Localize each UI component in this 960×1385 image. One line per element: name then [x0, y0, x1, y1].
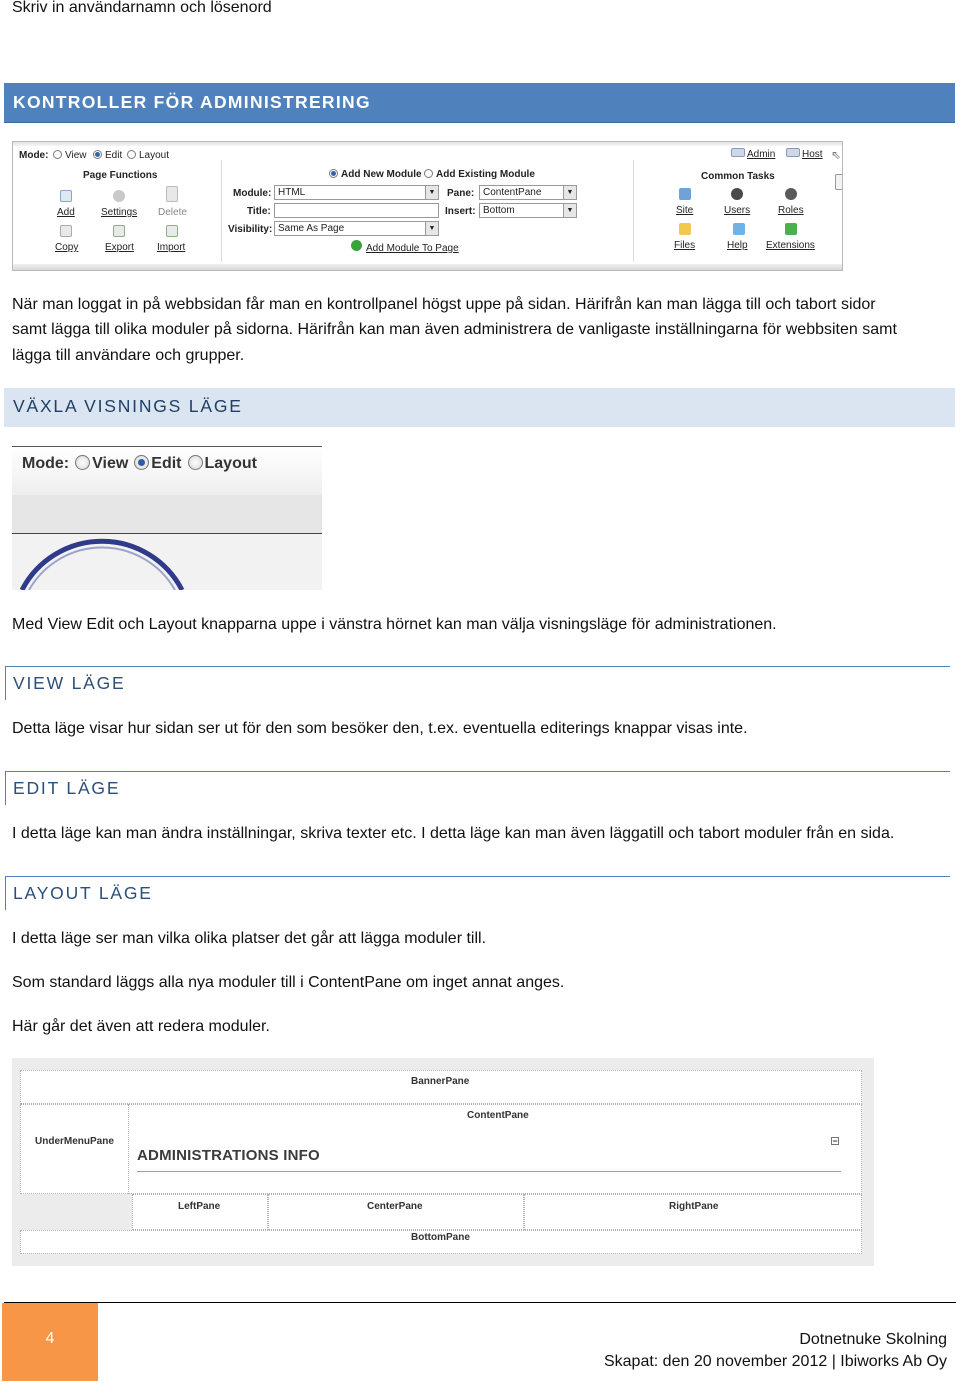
page-fn-export[interactable]: Export [105, 242, 134, 253]
admin-text-line-2: samt lägga till olika moduler på sidorna. Härifrån kan man även administrera de vanligaste inställningarna för webbsiten samt [12, 321, 897, 338]
module-select[interactable]: HTML ▼ [274, 185, 439, 200]
collapse-toggle-icon[interactable] [835, 174, 843, 190]
admin-text-line-1: När man loggat in på webbsidan får man en kontrollpanel högst uppe på sidan. Härifrån kan man lägga till och tabort sidor [12, 296, 876, 313]
bottom-pane-label: BottomPane [411, 1232, 470, 1243]
copy-icon [60, 225, 72, 237]
export-icon [113, 225, 125, 237]
mode-screenshot [12, 446, 322, 590]
footer-line-1: Dotnetnuke Skolning [799, 1331, 947, 1348]
visibility-select[interactable]: Same As Page ▼ [274, 221, 439, 236]
left-pane [132, 1194, 268, 1230]
folder-icon [679, 223, 691, 235]
section-heading-view [5, 666, 950, 700]
page-fn-add[interactable]: Add [57, 207, 75, 218]
pane-label: Pane: [447, 188, 475, 199]
heading-text: VÄXLA VISNINGS LÄGE [13, 396, 243, 416]
puzzle-icon [785, 223, 797, 235]
admin-text-line-3: lägga till användare och grupper. [12, 347, 245, 364]
task-extensions[interactable]: Extensions [766, 240, 815, 251]
page-number: 4 [45, 1330, 55, 1347]
banner-pane [20, 1070, 862, 1104]
cp-mode-label: Mode: [19, 150, 49, 161]
view-text: Detta läge visar hur sidan ser ut för den som besöker den, t.ex. eventuella editerings knappar visas inte. [12, 720, 748, 737]
admin-link[interactable]: Admin [747, 149, 776, 160]
add-module-to-page-link[interactable]: Add Module To Page [366, 243, 459, 254]
radio-selected-icon [329, 169, 338, 178]
heading-text: KONTROLLER FÖR ADMINISTRERING [13, 92, 371, 112]
mode-option-edit[interactable]: Edit [151, 455, 182, 472]
users-icon [731, 188, 743, 200]
chevron-down-icon: ▼ [425, 222, 438, 235]
import-icon [166, 225, 178, 237]
radio-selected-icon [93, 150, 102, 159]
task-users[interactable]: Users [724, 205, 751, 216]
section-heading-layout [5, 876, 950, 910]
task-roles[interactable]: Roles [778, 205, 804, 216]
layout-text-line-3: Här går det även att redera moduler. [12, 1018, 270, 1035]
center-pane [268, 1194, 524, 1230]
cp-mode-edit[interactable]: Edit [93, 150, 122, 161]
admin-icon [731, 148, 745, 157]
title-label: Title: [247, 206, 271, 217]
chevron-down-icon: ▼ [563, 186, 576, 199]
site-icon [679, 188, 691, 200]
pane-select[interactable]: ContentPane ▼ [479, 185, 577, 200]
page-fn-import[interactable]: Import [157, 242, 186, 253]
center-pane-label: CenterPane [367, 1201, 423, 1212]
mode-option-view[interactable]: View [92, 455, 129, 472]
right-pane-label: RightPane [669, 1201, 719, 1212]
section-heading-admin [4, 83, 955, 123]
radio-icon [53, 150, 62, 159]
page-fn-settings[interactable]: Settings [101, 207, 138, 218]
page-fn-delete[interactable]: Delete [158, 207, 187, 218]
heading-text: EDIT LÄGE [13, 778, 121, 798]
right-pane [524, 1194, 862, 1230]
cp-mode-view[interactable]: View [53, 150, 87, 161]
add-circle-icon [351, 240, 362, 251]
task-site[interactable]: Site [676, 205, 694, 216]
radio-icon[interactable] [75, 455, 90, 470]
mode-label: Mode: [22, 455, 70, 472]
help-icon [733, 223, 745, 235]
layout-text-line-2: Som standard läggs alla nya moduler till i ContentPane om inget annat anges. [12, 974, 565, 991]
cursor-icon: ⇖ [831, 148, 842, 162]
heading-text: LAYOUT LÄGE [13, 883, 153, 903]
radio-icon [424, 169, 433, 178]
module-title: ADMINISTRATIONS INFO [137, 1147, 320, 1164]
mode-option-layout[interactable]: Layout [204, 455, 257, 472]
host-icon [786, 148, 800, 157]
title-input[interactable] [274, 203, 439, 218]
page-fn-copy[interactable]: Copy [55, 242, 79, 253]
circle-logo-icon [12, 534, 322, 590]
task-help[interactable]: Help [727, 240, 748, 251]
bottom-pane [20, 1230, 862, 1254]
add-page-icon [60, 190, 72, 202]
delete-icon [166, 186, 178, 202]
undermenu-pane [20, 1104, 128, 1194]
mode-text: Med View Edit och Layout knapparna uppe i vänstra hörnet kan man välja visningsläge för administrationen. [12, 616, 777, 633]
common-tasks-title: Common Tasks [701, 171, 775, 182]
content-pane [128, 1104, 862, 1194]
radio-add-existing-module[interactable]: Add Existing Module [424, 169, 535, 180]
left-pane-label: LeftPane [178, 1201, 221, 1212]
banner-pane-label: BannerPane [411, 1076, 470, 1087]
insert-select[interactable]: Bottom ▼ [479, 203, 577, 218]
heading-text: VIEW LÄGE [13, 673, 126, 693]
radio-add-new-module[interactable]: Add New Module [329, 169, 422, 180]
insert-label: Insert: [445, 206, 476, 217]
layout-text-line-1: I detta läge ser man vilka olika platser det går att lägga moduler till. [12, 930, 487, 947]
radio-icon[interactable] [188, 455, 203, 470]
module-label: Module: [233, 188, 272, 199]
gear-icon [113, 190, 125, 202]
page-header-title: Skriv in användarnamn och lösenord [12, 0, 272, 16]
radio-icon [127, 150, 136, 159]
task-files[interactable]: Files [674, 240, 696, 251]
section-heading-edit [5, 771, 950, 805]
host-link[interactable]: Host [802, 149, 823, 160]
section-heading-mode [4, 388, 955, 427]
collapse-icon[interactable]: − [832, 1136, 838, 1146]
content-pane-label: ContentPane [467, 1110, 529, 1121]
footer-rule [4, 1302, 956, 1303]
control-panel-screenshot [12, 141, 843, 271]
undermenu-pane-label: UnderMenuPane [35, 1136, 114, 1147]
cp-mode-layout[interactable]: Layout [127, 150, 169, 161]
footer-line-2: Skapat: den 20 november 2012 | Ibiworks Ab Oy [603, 1353, 947, 1370]
radio-selected-icon[interactable] [134, 455, 149, 470]
page-functions-title: Page Functions [83, 170, 158, 181]
chevron-down-icon: ▼ [425, 186, 438, 199]
page-number-box [2, 1303, 98, 1381]
layout-panes-screenshot [12, 1058, 874, 1266]
roles-icon [785, 188, 797, 200]
visibility-label: Visibility: [228, 224, 273, 235]
chevron-down-icon: ▼ [563, 204, 576, 217]
mode-selector [22, 455, 257, 473]
edit-text: I detta läge kan man ändra inställningar, skriva texter etc. I detta läge kan man även läggatill och tabort moduler från en sida. [12, 825, 895, 842]
